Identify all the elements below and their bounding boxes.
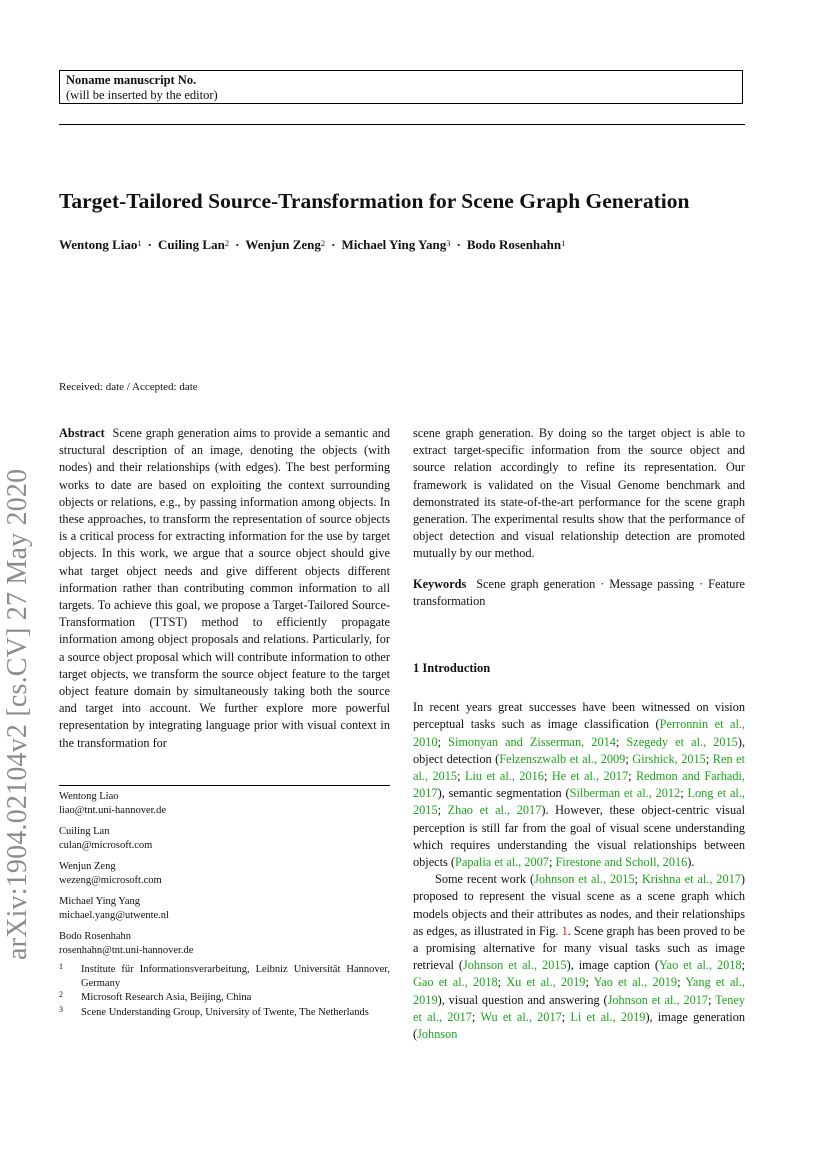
- abstract-text: Scene graph generation aims to provide a semantic and structural description of an image, denoting the objects (with nodes) and their relationships (with edges). The best performing works to date are based on exploiting the context surrounding objects or relations, e.g., by passing information among objects. In these approaches, to transform the representation of source objects is a critical process for extracting information for the use by target objects. In this work, we argue that a source object should give what target object needs and give different objects different information rather than contributing common information to all targets. To achieve this goal, we propose a Target-Tailored Source-Transformation (TTST) method to efficiently propagate information among object proposals and relations. Particularly, for a source object proposal which will contribute information to other target objects, we transform the source object feature to the target object feature domain by simultaneously taking both the source and target into account. We further explore more powerful representation by integrating language prior with visual context in the transformation for: [59, 426, 390, 750]
- contact-entry: [59, 930, 390, 958]
- right-column: [413, 425, 745, 1043]
- manuscript-number: Noname manuscript No.: [66, 73, 197, 87]
- text-run: ). However, these object-centric visual perception is still far from the goal of visual scene understanding which requires understanding the visual relationships between objects (: [413, 803, 745, 870]
- paper-title: Target-Tailored Source-Transformation for Scene Graph Generation: [59, 189, 690, 213]
- contact-entry: [59, 825, 390, 853]
- citation-link[interactable]: Silberman et al., 2012: [569, 786, 681, 801]
- text-run: In recent years great successes have been witnessed on vision perceptual tasks such as image classification (: [413, 700, 745, 732]
- intro-paragraph-1: [413, 699, 745, 871]
- citation-link[interactable]: Redmon and Farhadi, 2017: [413, 769, 745, 801]
- citation-link[interactable]: He et al., 2017: [551, 769, 629, 784]
- contact-name: Wenjun Zeng: [59, 861, 116, 872]
- abstract-label: Abstract: [59, 426, 105, 440]
- author-affiliation-mark: 2: [320, 238, 326, 248]
- citation-link[interactable]: Teney et al., 2017: [413, 992, 745, 1024]
- author-list: [59, 236, 749, 253]
- contact-email: michael.yang@utwente.nl: [59, 910, 169, 921]
- contact-email: wezeng@microsoft.com: [59, 875, 162, 886]
- text-run: ), visual question and answering (: [437, 992, 608, 1007]
- abstract-paragraph: [59, 425, 390, 752]
- citation-link[interactable]: Johnson et al., 2015: [463, 958, 567, 973]
- citation-link[interactable]: Liu et al., 2016: [464, 769, 544, 784]
- text-run: ;: [561, 1009, 571, 1024]
- keywords: [413, 576, 745, 610]
- text-run: ), semantic segmentation (: [437, 786, 570, 801]
- author-separator: ·: [235, 237, 240, 252]
- citation-link[interactable]: Johnson et al., 2017: [607, 992, 709, 1007]
- text-run: ;: [548, 855, 556, 870]
- citation-link[interactable]: Yang et al., 2019: [413, 975, 745, 1007]
- editor-note: (will be inserted by the editor): [66, 88, 218, 102]
- text-run: ;: [634, 872, 642, 887]
- text-run: ) proposed to represent the visual scene as a scene graph which models objects and their attributes as nodes, and their relationships as edges, as illustrated in Fig.: [413, 872, 746, 938]
- author-name: Bodo Rosenhahn: [466, 237, 562, 252]
- citation-link[interactable]: Firestone and Scholl, 2016: [555, 855, 688, 870]
- footnote-number: 2: [59, 990, 63, 999]
- citation-link[interactable]: Wu et al., 2017: [480, 1009, 562, 1024]
- author-name: Cuiling Lan: [157, 237, 225, 252]
- author-name: Wenjun Zeng: [245, 237, 321, 252]
- affiliation-footnote: [59, 963, 390, 990]
- text-run: ;: [680, 786, 688, 801]
- text-run: ;: [615, 734, 627, 749]
- text-run: ), image caption (: [566, 958, 659, 973]
- text-run: ;: [625, 751, 633, 766]
- keywords-label: Keywords: [413, 576, 467, 591]
- text-run: ;: [705, 751, 713, 766]
- author-separator: ·: [147, 237, 152, 252]
- text-run: ;: [497, 975, 507, 990]
- text-run: Some recent work (: [435, 872, 535, 887]
- received-date: Received: date / Accepted: date: [59, 381, 198, 393]
- citation-link[interactable]: Simonyan and Zisserman, 2014: [448, 734, 616, 749]
- contact-entry: [59, 860, 390, 888]
- author-name: Michael Ying Yang: [341, 237, 447, 252]
- author-affiliation-mark: 2: [224, 238, 230, 248]
- contact-name: Michael Ying Yang: [59, 896, 140, 907]
- citation-link[interactable]: Xu et al., 2019: [506, 975, 586, 990]
- citation-link[interactable]: Girshick, 2015: [632, 751, 706, 766]
- footnote-number: 3: [59, 1004, 63, 1014]
- affiliation-footnotes: [59, 963, 390, 1020]
- text-run: ), object detection (: [413, 734, 746, 766]
- citation-link[interactable]: Zhao et al., 2017: [447, 803, 542, 818]
- contact-name: Bodo Rosenhahn: [59, 931, 132, 942]
- keywords-text: Scene graph generation · Message passing · Feature transformation: [413, 576, 745, 608]
- author-separator: ·: [456, 237, 461, 252]
- citation-link[interactable]: Yao et al., 2018: [658, 958, 742, 973]
- abstract-continuation: scene graph generation. By doing so the target object is able to extract target-specific information from the source object and source relation accordingly to refine its representation. Our framework is validated on the Visual Genome benchmark and demonstrated its state-of-the-art performance for the scene graph generation. The experimental results show that the performance of object detection and visual relationship detection are promoted mutually by our method.: [413, 426, 745, 561]
- affiliation-footnote: [59, 1006, 390, 1020]
- author-name: Wentong Liao: [59, 237, 138, 252]
- text-run: . Scene graph has been proved to be a promising alternative for many visual tasks such as image retrieval (: [413, 923, 745, 973]
- citation-link[interactable]: Szegedy et al., 2015: [626, 734, 738, 749]
- text-run: ;: [457, 769, 465, 784]
- affiliation-footnote: [59, 991, 390, 1005]
- text-run: ;: [471, 1009, 481, 1024]
- text-run: ;: [741, 958, 745, 973]
- footnote-text: Institute für Informationsverarbeitung, Leibniz Universität Hannover, Germany: [81, 964, 390, 989]
- footnote-text: Scene Understanding Group, University of Twente, The Netherlands: [81, 1006, 369, 1018]
- text-run: ;: [628, 769, 636, 784]
- arxiv-stamp: arXiv:1904.02104v2 [cs.CV] 27 May 2020: [2, 468, 33, 960]
- figure-ref-link[interactable]: 1: [561, 923, 568, 938]
- text-run: ), image generation (: [413, 1009, 745, 1042]
- citation-link[interactable]: Papalia et al., 2007: [455, 855, 549, 870]
- contact-email: liao@tnt.uni-hannover.de: [59, 805, 167, 816]
- citation-link[interactable]: Gao et al., 2018: [413, 975, 498, 990]
- text-run: ;: [437, 734, 449, 749]
- author-contacts: [59, 790, 390, 965]
- citation-link[interactable]: Li et al., 2019: [570, 1009, 646, 1024]
- citation-link[interactable]: Krishna et al., 2017: [641, 872, 741, 887]
- text-run: ;: [708, 992, 716, 1007]
- contact-email: rosenhahn@tnt.uni-hannover.de: [59, 945, 194, 956]
- contact-entry: [59, 895, 390, 923]
- footnote-number: 1: [59, 962, 63, 971]
- citation-link[interactable]: Johnson: [417, 1027, 458, 1042]
- contact-email: culan@microsoft.com: [59, 840, 153, 851]
- citation-link[interactable]: Yao et al., 2019: [593, 975, 678, 990]
- footnote-rule: [59, 785, 390, 786]
- contact-entry: [59, 790, 390, 818]
- abstract-column: [59, 425, 390, 752]
- contact-name: Cuiling Lan: [59, 826, 110, 837]
- text-run: ;: [677, 975, 686, 990]
- section-heading-introduction: 1 Introduction: [413, 661, 491, 676]
- citation-link[interactable]: Ren et al., 2015: [413, 751, 745, 784]
- citation-link[interactable]: Felzenszwalb et al., 2009: [499, 751, 626, 766]
- header-rule: [59, 124, 745, 125]
- manuscript-header-box: [59, 70, 743, 104]
- citation-link[interactable]: Perronnin et al., 2010: [413, 717, 746, 749]
- author-affiliation-mark: 3: [446, 238, 451, 248]
- text-run: ;: [437, 803, 448, 818]
- citation-link[interactable]: Johnson et al., 2015: [534, 872, 635, 887]
- text-run: ;: [543, 769, 552, 784]
- contact-name: Wentong Liao: [59, 791, 119, 802]
- author-separator: ·: [331, 237, 336, 252]
- intro-paragraph-2: [413, 871, 745, 1043]
- author-affiliation-mark: 1: [561, 238, 566, 248]
- text-run: ;: [585, 975, 594, 990]
- footnote-text: Microsoft Research Asia, Beijing, China: [81, 992, 252, 1003]
- text-run: ).: [687, 855, 695, 870]
- citation-link[interactable]: Long et al., 2015: [413, 786, 745, 818]
- author-affiliation-mark: 1: [137, 238, 142, 248]
